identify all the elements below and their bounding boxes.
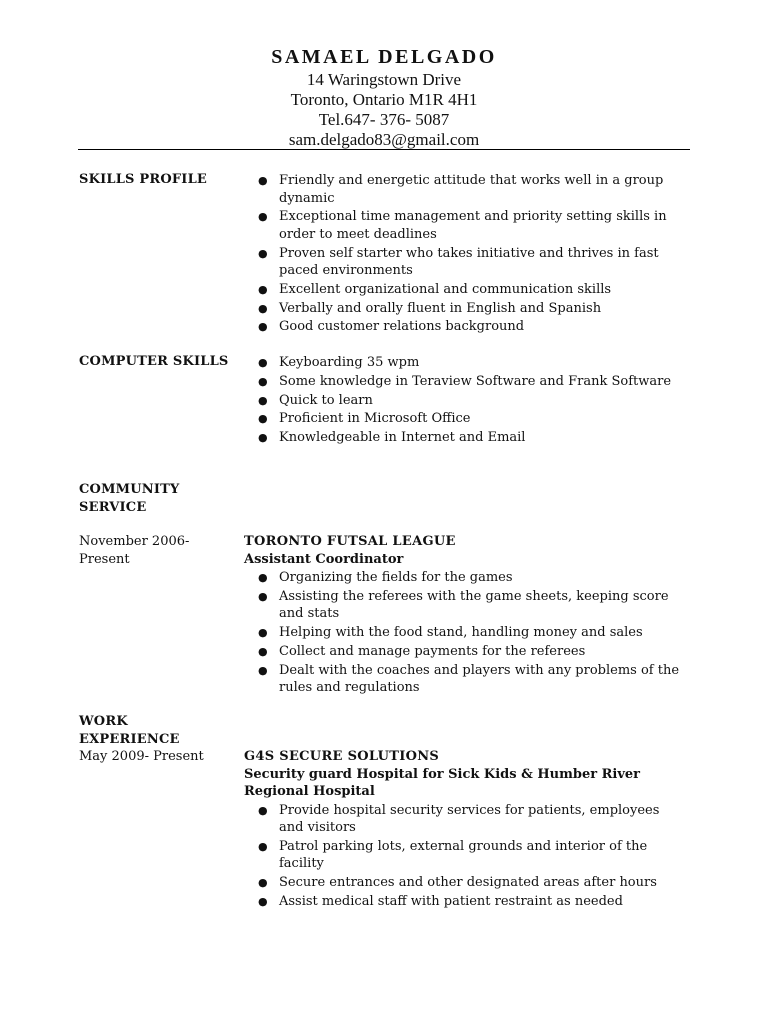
bullet-icon: ● [258, 626, 268, 640]
bullet-icon: ● [258, 174, 268, 187]
work-experience-dates: May 2009- Present [79, 749, 204, 764]
list-item-text: Provide hospital security services for patients, employees and visitors [279, 802, 660, 835]
list-item [244, 172, 684, 207]
skills-profile-section [244, 172, 684, 337]
bullet-icon: ● [258, 374, 268, 388]
computer-skills-section [244, 354, 684, 448]
list-item-text: Patrol parking lots, external grounds and interior of the facility [279, 838, 648, 872]
bullet-icon: ● [258, 663, 268, 677]
applicant-name: SAMAEL DELGADO [271, 46, 497, 68]
bullet-icon: ● [258, 876, 268, 890]
list-item-text: Proven self starter who takes initiative and thrives in fast paced environments [279, 245, 659, 279]
bullet-icon: ● [258, 393, 268, 407]
list-item-text: Dealt with the coaches and players with any problems of the rules and regulations [279, 662, 680, 696]
work-experience-section [244, 748, 684, 912]
address-line-2: Toronto, Ontario M1R 4H1 [290, 90, 478, 109]
email-address: sam.delgado83@gmail.com [288, 130, 480, 149]
bullet-icon: ● [258, 839, 268, 853]
list-item-text: Proficient in Microsoft Office [279, 411, 471, 427]
bullet-icon: ● [258, 356, 268, 369]
list-item [244, 208, 684, 243]
list-item [244, 300, 684, 318]
list-item-text: Organizing the fields for the games [279, 570, 513, 585]
community-service-list [244, 569, 684, 697]
skills-profile-heading: SKILLS PROFILE [79, 172, 208, 187]
community-service-date-line-2: Present [79, 551, 130, 567]
list-item [244, 354, 684, 372]
list-item [244, 802, 684, 837]
list-item [244, 245, 684, 280]
list-item [244, 662, 684, 697]
list-item [244, 624, 684, 642]
bullet-icon: ● [258, 644, 268, 658]
list-item-text: Assist medical staff with patient restraint as needed [279, 893, 623, 909]
list-item-text: Good customer relations background [279, 319, 525, 335]
community-service-section [244, 533, 684, 698]
computer-skills-heading: COMPUTER SKILLS [79, 354, 229, 369]
list-item-text: Secure entrances and other designated areas after hours [279, 875, 657, 891]
list-item-text: Verbally and orally fluent in English and Spanish [279, 300, 602, 316]
work-experience-role: Security guard Hospital for Sick Kids & Humber River Regional Hospital [244, 766, 641, 799]
list-item [244, 643, 684, 661]
list-item-text: Exceptional time management and priority setting skills in order to meet deadlines [279, 209, 667, 242]
work-experience-organization: G4S SECURE SOLUTIONS [244, 749, 440, 764]
list-item [244, 569, 684, 587]
community-service-organization: TORONTO FUTSAL LEAGUE [244, 534, 456, 549]
community-service-heading [79, 481, 229, 516]
list-item-text: Friendly and energetic attitude that works well in a group dynamic [279, 173, 664, 206]
list-item [244, 874, 684, 892]
list-item [244, 392, 684, 410]
bullet-icon: ● [258, 246, 268, 260]
bullet-icon: ● [258, 320, 268, 334]
bullet-icon: ● [258, 894, 268, 908]
list-item-text: Assisting the referees with the game sheets, keeping score and stats [279, 588, 669, 622]
work-experience-heading-line-1: WORK [79, 714, 128, 729]
computer-skills-list [244, 354, 684, 447]
community-service-role: Assistant Coordinator [244, 551, 404, 567]
list-item-text: Collect and manage payments for the referees [279, 643, 586, 659]
skills-profile-list [244, 172, 684, 336]
list-item-text: Some knowledge in Teraview Software and Frank Software [279, 373, 672, 389]
bullet-icon: ● [258, 571, 268, 584]
bullet-icon: ● [258, 210, 268, 224]
list-item [244, 410, 684, 428]
list-item [244, 838, 684, 873]
work-experience-heading-line-2: EXPERIENCE [79, 731, 180, 747]
list-item-text: Quick to learn [279, 392, 373, 408]
bullet-icon: ● [258, 589, 268, 603]
list-item-text: Excellent organizational and communication skills [279, 281, 612, 297]
bullet-icon: ● [258, 301, 268, 315]
list-item [244, 429, 684, 447]
list-item [244, 588, 684, 623]
bullet-icon: ● [258, 803, 268, 817]
address-line-1: 14 Waringstown Drive [306, 70, 462, 89]
bullet-icon: ● [258, 412, 268, 426]
list-item-text: Knowledgeable in Internet and Email [279, 430, 526, 446]
phone-number: Tel.647- 376- 5087 [318, 110, 450, 129]
list-item-text: Helping with the food stand, handling money and sales [279, 625, 643, 641]
work-experience-list [244, 802, 684, 911]
work-experience-heading [79, 713, 229, 748]
list-item [244, 318, 684, 336]
header-divider [78, 149, 690, 150]
community-service-dates [79, 533, 229, 568]
list-item [244, 373, 684, 391]
community-service-heading-line-2: SERVICE [79, 499, 147, 515]
resume-header [0, 44, 768, 150]
list-item [244, 281, 684, 299]
bullet-icon: ● [258, 282, 268, 296]
list-item-text: Keyboarding 35 wpm [279, 355, 420, 370]
community-service-heading-line-1: COMMUNITY [79, 482, 180, 497]
list-item [244, 893, 684, 911]
bullet-icon: ● [258, 431, 268, 445]
community-service-date-line-1: November 2006- [79, 534, 190, 549]
